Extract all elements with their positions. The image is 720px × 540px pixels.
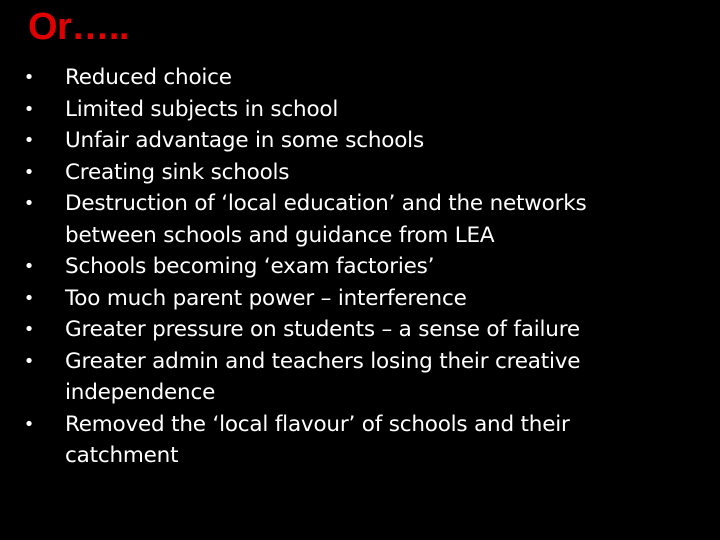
list-item-text: Too much parent power – interference (65, 285, 467, 311)
bullet-icon: • (23, 287, 35, 309)
list-item (22, 409, 682, 472)
list-item-text: Schools becoming ‘exam factories’ (65, 254, 435, 279)
list-item-text: Removed the ‘local flavour’ of schools and their catchment (65, 411, 570, 468)
list-item (22, 62, 682, 94)
list-item-text: Creating sink schools (65, 159, 290, 185)
list-item (22, 251, 682, 283)
bullet-icon: • (23, 319, 35, 340)
list-item (22, 283, 682, 315)
list-item (22, 188, 682, 251)
list-item-text: Greater admin and teachers losing their creative independence (65, 348, 581, 405)
bullet-list (22, 62, 682, 472)
bullet-icon: • (23, 130, 35, 151)
list-item (22, 346, 682, 409)
bullet-icon: • (23, 256, 35, 277)
list-item-text: Limited subjects in school (65, 96, 339, 122)
list-item-text: Destruction of ‘local education’ and the networks between schools and guidance from LEA (65, 191, 587, 248)
slide-title: Or….. (28, 6, 129, 48)
list-item (22, 125, 682, 157)
list-item (22, 314, 682, 346)
list-item (22, 157, 682, 189)
bullet-icon: • (23, 413, 35, 435)
list-item-text: Reduced choice (65, 65, 232, 90)
list-item-text: Greater pressure on students – a sense of failure (65, 317, 580, 342)
bullet-icon: • (23, 67, 35, 88)
bullet-icon: • (23, 193, 35, 214)
bullet-icon: • (23, 161, 35, 183)
list-item-text: Unfair advantage in some schools (65, 128, 424, 153)
bullet-icon: • (23, 350, 35, 372)
bullet-icon: • (23, 98, 35, 120)
list-item (22, 94, 682, 126)
